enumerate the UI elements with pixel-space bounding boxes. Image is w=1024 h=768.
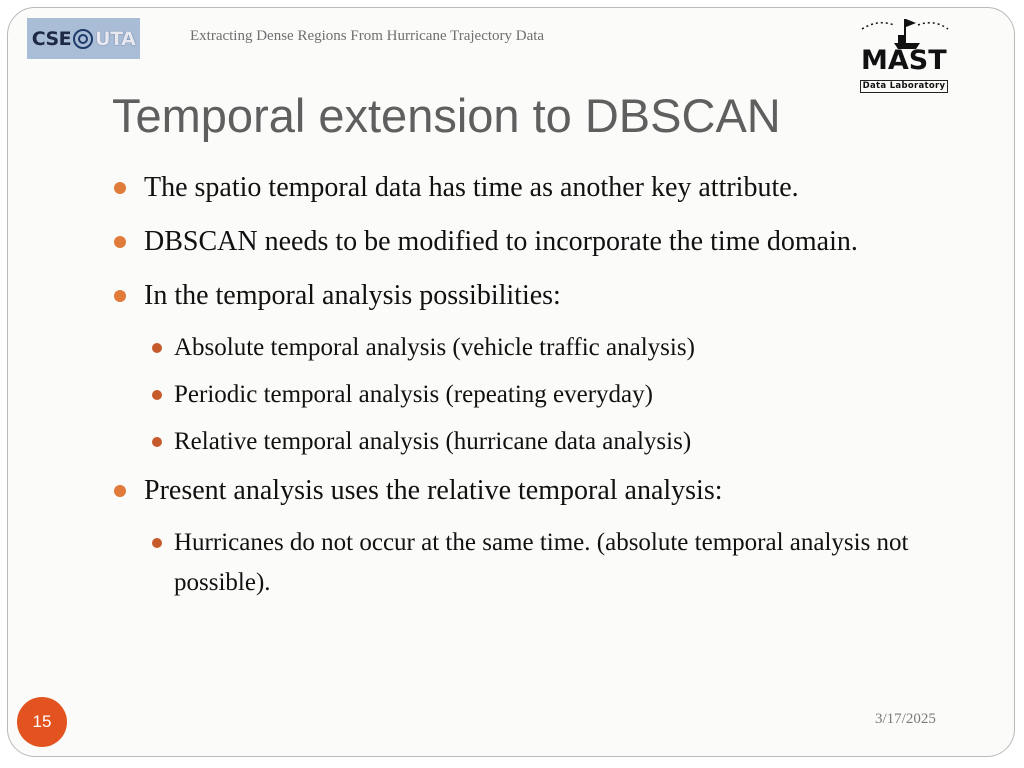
mast-logo-subtitle: Data Laboratory bbox=[860, 80, 948, 93]
page-number-badge: 15 bbox=[17, 697, 67, 747]
mast-logo-title: MAST bbox=[861, 45, 947, 76]
bullet-item: DBSCAN needs to be modified to incorporate the time domain. bbox=[113, 220, 943, 264]
cse-logo-text: CSE bbox=[31, 27, 72, 50]
slide-content bbox=[113, 166, 943, 610]
sub-bullet-item: Periodic temporal analysis (repeating everyday) bbox=[151, 375, 943, 415]
bullet-item: In the temporal analysis possibilities: bbox=[113, 274, 943, 318]
cse-uta-logo bbox=[27, 18, 140, 59]
bullet-item: The spatio temporal data has time as another key attribute. bbox=[113, 166, 943, 210]
slide-date: 3/17/2025 bbox=[875, 711, 936, 727]
at-sign-icon bbox=[72, 28, 94, 50]
slide-title: Temporal extension to DBSCAN bbox=[112, 89, 781, 142]
sub-bullet-item: Relative temporal analysis (hurricane data analysis) bbox=[151, 422, 943, 462]
uta-logo-text: UTA bbox=[95, 27, 136, 50]
bullet-item: Present analysis uses the relative temporal analysis: bbox=[113, 469, 943, 513]
presentation-title: Extracting Dense Regions From Hurricane Trajectory Data bbox=[190, 28, 545, 44]
sub-bullet-item: Absolute temporal analysis (vehicle traffic analysis) bbox=[151, 328, 943, 368]
sub-bullet-item: Hurricanes do not occur at the same time. (absolute temporal analysis not possible). bbox=[151, 523, 943, 603]
